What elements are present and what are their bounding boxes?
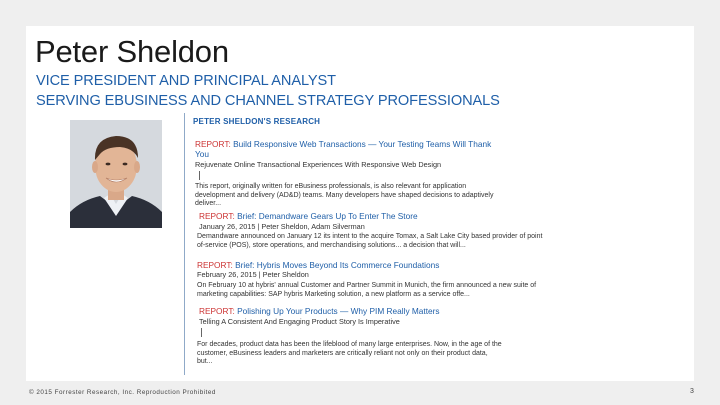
report-body-4a: For decades, product data has been the lifeblood of many large enterprises. Now, in the age of the (197, 341, 502, 348)
report-subtitle-4: Telling A Consistent And Engaging Product Story Is Imperative (199, 317, 400, 326)
report-title-text: Brief: Demandware Gears Up To Enter The Store (237, 211, 418, 221)
copyright-footer: © 2015 Forrester Research, Inc. Reproduction Prohibited (29, 389, 216, 396)
text-caret (201, 328, 202, 337)
report-title-3[interactable] (197, 260, 439, 270)
report-body-1b: development and delivery (AD&D) teams. Many developers have shaped decisions to adaptively (195, 191, 494, 199)
page-number: 3 (690, 388, 694, 395)
report-title-4[interactable] (199, 306, 440, 316)
research-heading: PETER SHELDON'S RESEARCH (193, 117, 321, 126)
report-body-1a: This report, originally written for eBusiness professionals, is also relevant for application (195, 183, 467, 190)
report-label: REPORT: (195, 139, 231, 149)
report-title-text: Build Responsive Web Transactions — Your Testing Teams Will Thank (233, 139, 492, 149)
report-body-3a: On February 10 at hybris' annual Customer and Partner Summit in Munich, the firm announced a new suite of (197, 282, 537, 289)
report-title-1-cont[interactable]: You (195, 149, 210, 159)
report-label: REPORT: (199, 211, 235, 221)
subtitle-line-2: SERVING EBUSINESS AND CHANNEL STRATEGY PROFESSIONALS (36, 93, 500, 109)
report-body-2b: of-service (POS), store operations, and merchandising solutions... a decision that will... (197, 241, 466, 249)
report-body-3b: marketing capabilities: SAP hybris Marketing solution, a new platform as a service offe... (197, 290, 470, 298)
report-body-4b: customer, eBusiness leaders and marketers are critically reliant not only on their product data, (197, 349, 488, 357)
subtitle-line-1: VICE PRESIDENT AND PRINCIPAL ANALYST (36, 73, 336, 89)
text-caret (199, 171, 200, 180)
report-body-2a: Demandware announced on January 12 its intent to the acquire Tomax, a Salt Lake City based provider of point (197, 233, 543, 240)
report-label: REPORT: (197, 260, 233, 270)
page-title: Peter Sheldon (35, 34, 229, 69)
analyst-photo (70, 120, 162, 228)
report-meta-3: February 26, 2015 | Peter Sheldon (197, 270, 309, 279)
report-body-1c: deliver... (195, 200, 222, 208)
report-label: REPORT: (199, 306, 235, 316)
report-title-text: Polishing Up Your Products — Why PIM Really Matters (237, 306, 440, 316)
report-subtitle-1: Rejuvenate Online Transactional Experiences With Responsive Web Design (195, 160, 442, 169)
report-title-2[interactable] (199, 211, 418, 221)
report-title-text: Brief: Hybris Moves Beyond Its Commerce Foundations (235, 260, 440, 270)
research-list-screenshot (184, 113, 605, 375)
report-title-1[interactable] (195, 139, 595, 149)
report-body-4c: but... (197, 358, 213, 366)
report-meta-2: January 26, 2015 | Peter Sheldon, Adam Silverman (199, 222, 365, 231)
portrait-image (70, 120, 162, 228)
